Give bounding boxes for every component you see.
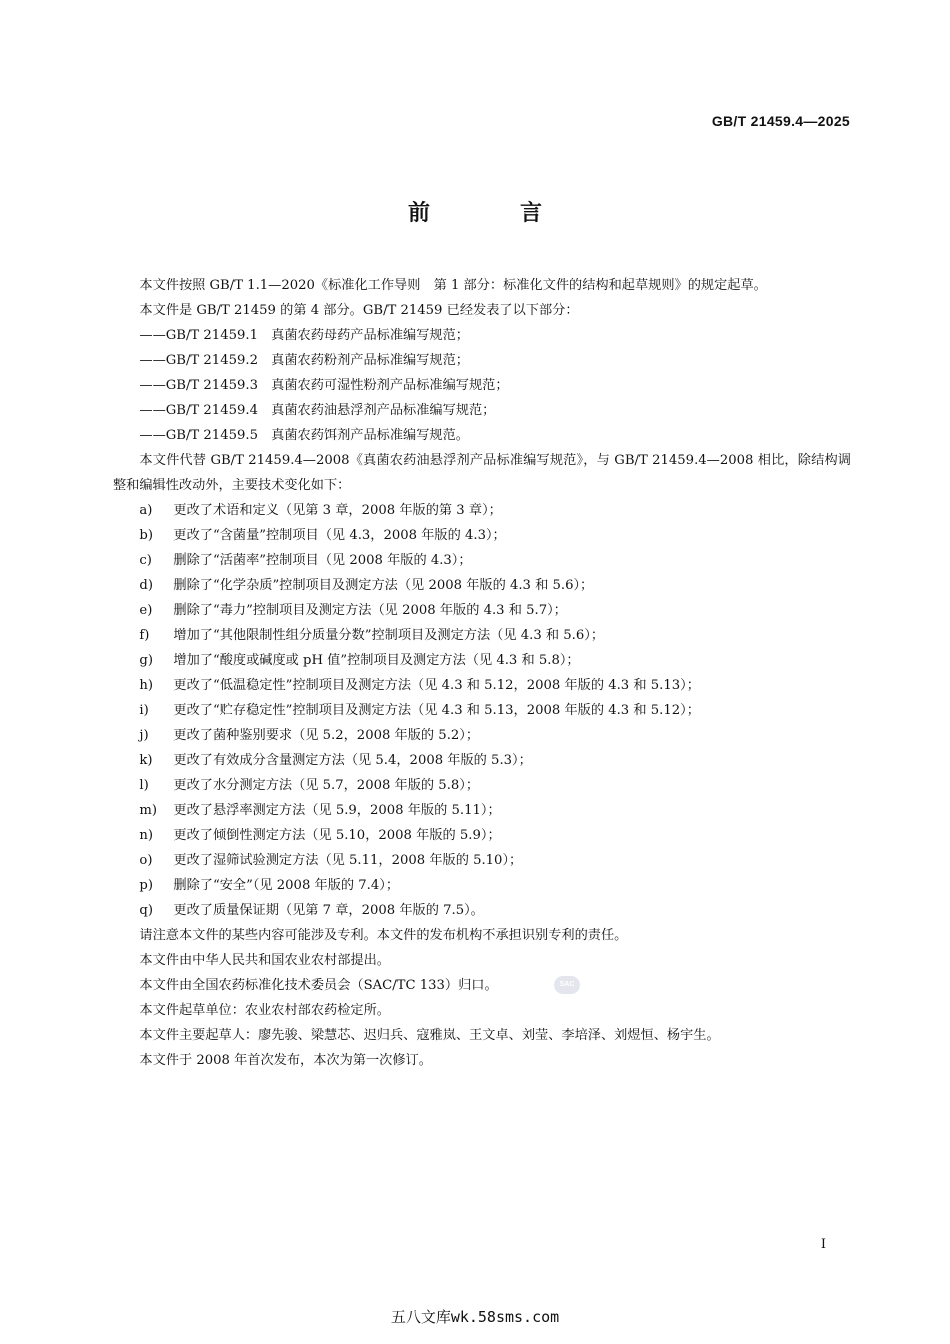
changes-list (113, 498, 851, 923)
page-number: I (820, 1237, 826, 1252)
site-footer: 五八文库wk.58sms.com (390, 1308, 560, 1326)
change-text: 更改了湿筛试验测定方法（见 5.11，2008 年版的 5.10）； (173, 853, 523, 868)
list-item (113, 673, 851, 698)
list-item (113, 523, 851, 548)
change-text: 删除了“安全”（见 2008 年版的 7.4）； (173, 878, 400, 893)
list-marker: o) (139, 853, 153, 868)
list-item: ——GB/T 21459.2 真菌农药粉剂产品标准编写规范； (139, 353, 469, 368)
closing-statements (113, 923, 851, 1073)
list-item: ——GB/T 21459.3 真菌农药可湿性粉剂产品标准编写规范； (139, 378, 509, 393)
list-item (113, 573, 851, 598)
replacement-paragraph: 本文件代替 GB/T 21459.4—2008《真菌农药油悬浮剂产品标准编写规范》，与 GB/T 21459.4—2008 相比，除结构调整和编辑性改动外，主要技术变化如下： (113, 453, 851, 493)
list-item (113, 698, 851, 723)
list-item (113, 873, 851, 898)
intro-paragraph-drafting: 本文件按照 GB/T 1.1—2020《标准化工作导则 第 1 部分：标准化文件的结构和起草规则》的规定起草。 (139, 278, 767, 293)
list-marker: q) (139, 903, 153, 918)
change-text: 增加了“其他限制性组分质量分数”控制项目及测定方法（见 4.3 和 5.6）； (173, 628, 605, 643)
list-item (113, 648, 851, 673)
change-text: 增加了“酸度或碱度或 pH 值”控制项目及测定方法（见 4.3 和 5.8）； (173, 653, 580, 668)
list-item: ——GB/T 21459.1 真菌农药母药产品标准编写规范； (139, 328, 469, 343)
change-text: 更改了悬浮率测定方法（见 5.9，2008 年版的 5.11）； (173, 803, 501, 818)
list-marker: l) (139, 778, 149, 793)
change-text: 更改了“低温稳定性”控制项目及测定方法（见 4.3 和 5.12，2008 年版的 4.3 和 5.13）； (173, 678, 700, 693)
committee-statement: 本文件由全国农药标准化技术委员会（SAC/TC 133）归口。 (139, 978, 498, 993)
change-text: 更改了有效成分含量测定方法（见 5.4，2008 年版的 5.3）； (173, 753, 532, 768)
change-text: 更改了术语和定义（见第 3 章，2008 年版的第 3 章）； (173, 503, 502, 518)
foreword-body (113, 273, 851, 1073)
list-item (113, 823, 851, 848)
list-item (113, 598, 851, 623)
drafters-statement: 本文件主要起草人：廖先骏、梁慧芯、迟归兵、寇雅岚、王文卓、刘莹、李培泽、刘煜恒、杨宇生。 (139, 1028, 720, 1043)
list-marker: m) (139, 803, 158, 818)
list-item (113, 623, 851, 648)
list-item (113, 773, 851, 798)
list-item: ——GB/T 21459.5 真菌农药饵剂产品标准编写规范。 (139, 428, 469, 443)
list-marker: i) (139, 703, 149, 718)
list-marker: p) (139, 878, 153, 893)
patent-notice: 请注意本文件的某些内容可能涉及专利。本文件的发布机构不承担识别专利的责任。 (139, 928, 628, 943)
list-item: ——GB/T 21459.4 真菌农药油悬浮剂产品标准编写规范； (139, 403, 496, 418)
sac-watermark-logo: SAC (554, 976, 580, 994)
list-item (113, 898, 851, 923)
list-marker: f) (139, 628, 150, 643)
list-marker: j) (139, 728, 149, 743)
document-code: GB/T 21459.4—2025 (711, 113, 850, 129)
revision-history-statement: 本文件于 2008 年首次发布，本次为第一次修订。 (139, 1053, 432, 1068)
list-marker: k) (139, 753, 153, 768)
list-marker: e) (139, 603, 153, 618)
list-item (113, 798, 851, 823)
page-title: 前 言 (407, 201, 576, 226)
parts-list (113, 323, 851, 448)
change-text: 更改了质量保证期（见第 7 章，2008 年版的 7.5）。 (173, 903, 484, 918)
change-text: 删除了“活菌率”控制项目（见 2008 年版的 4.3）； (173, 553, 472, 568)
change-text: 删除了“毒力”控制项目及测定方法（见 2008 年版的 4.3 和 5.7）； (173, 603, 567, 618)
drafting-unit-statement: 本文件起草单位：农业农村部农药检定所。 (139, 1003, 390, 1018)
list-marker: h) (139, 678, 154, 693)
list-marker: c) (139, 553, 152, 568)
list-marker: a) (139, 503, 153, 518)
change-text: 更改了“含菌量”控制项目（见 4.3，2008 年版的 4.3）； (173, 528, 506, 543)
list-item (113, 723, 851, 748)
change-text: 删除了“化学杂质”控制项目及测定方法（见 2008 年版的 4.3 和 5.6）； (173, 578, 594, 593)
list-marker: b) (139, 528, 153, 543)
change-text: 更改了菌种鉴别要求（见 5.2，2008 年版的 5.2）； (173, 728, 480, 743)
change-text: 更改了水分测定方法（见 5.7，2008 年版的 5.8）； (173, 778, 480, 793)
intro-paragraph-parts: 本文件是 GB/T 21459 的第 4 部分。GB/T 21459 已经发表了以下部分： (139, 303, 579, 318)
proposer-statement: 本文件由中华人民共和国农业农村部提出。 (139, 953, 390, 968)
list-item (113, 498, 851, 523)
list-marker: g) (139, 653, 153, 668)
list-item (113, 548, 851, 573)
list-marker: n) (139, 828, 154, 843)
change-text: 更改了“贮存稳定性”控制项目及测定方法（见 4.3 和 5.13，2008 年版的 4.3 和 5.12）； (173, 703, 700, 718)
change-text: 更改了倾倒性测定方法（见 5.10，2008 年版的 5.9）； (173, 828, 501, 843)
list-item (113, 748, 851, 773)
list-marker: d) (139, 578, 153, 593)
list-item (113, 848, 851, 873)
